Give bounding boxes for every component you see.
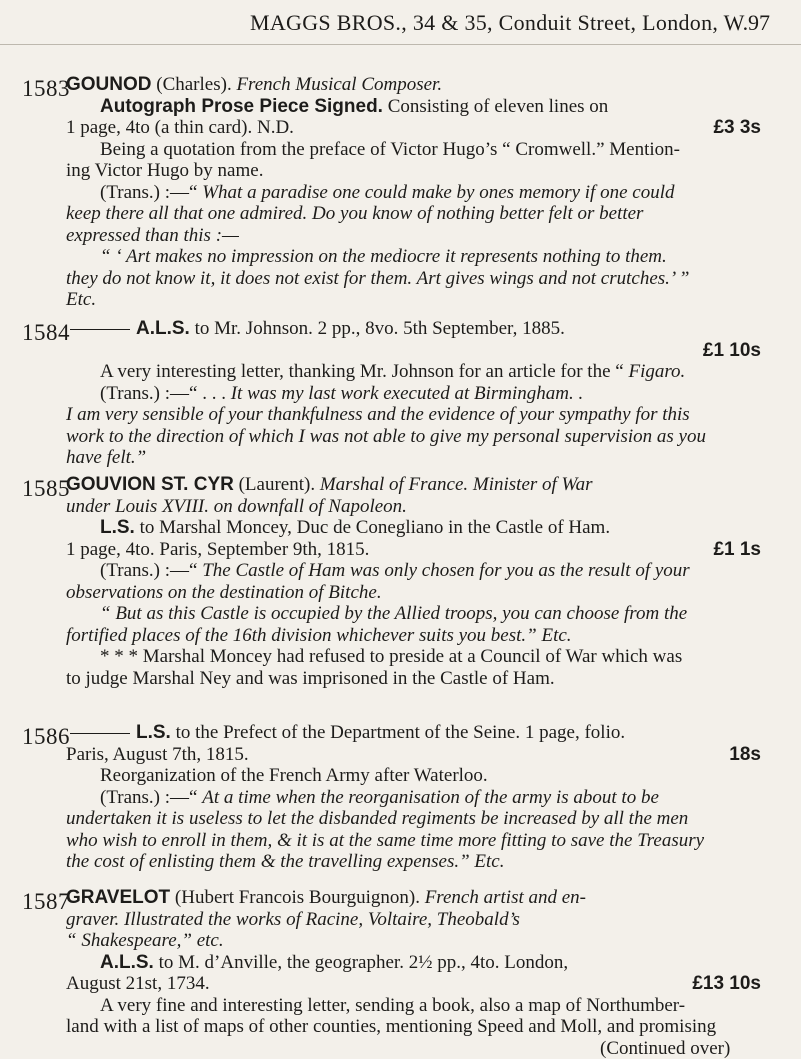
price: £3 3s [713,117,761,138]
translation-line: undertaken it is useless to let the disbanded regiments be increased by all the men [66,808,689,829]
entry-heading: GOUVION ST. CYR (Laurent). Marshal of France. Minister of War [66,474,593,495]
translation-line: work to the direction of which I was not able to give my personal supervision as you [66,425,706,447]
translation-line: (Trans.) :—“ . . . It was my last work executed at Birmingham. . [100,382,584,404]
price: £1 1s [713,538,761,560]
continued-note: (Continued over) [600,1037,731,1059]
entry-heading-cont: under Louis XVIII. on downfall of Napoleon. [66,495,407,517]
note-line: land with a list of maps of other counties, mentioning Speed and Moll, and promising [66,1016,717,1037]
item-details: August 21st, 1734. [66,973,210,994]
translation-line: who wish to enroll in them, & it is at the same time more fitting to save the Treasury [66,829,705,851]
note-line: to judge Marshal Ney and was imprisoned in the Castle of Ham. [66,667,555,689]
translation-line: (Trans.) :—“ The Castle of Ham was only chosen for you as the result of your [100,560,690,581]
translation-line: have felt.” [66,447,147,468]
translation-line: observations on the destination of Bitche. [66,581,382,603]
translation-line: “ But as this Castle is occupied by the Allied troops, you can choose from the [100,603,688,624]
note-line: Reorganization of the French Army after Waterloo. [100,765,488,786]
item-description: A.L.S. to Mr. Johnson. 2 pp., 8vo. 5th September, 1885. [66,318,766,339]
item-description: Autograph Prose Piece Signed. Consisting of eleven lines on [100,95,609,117]
lot-number: 1586 [22,724,70,749]
entry-heading: GRAVELOT (Hubert Francois Bourguignon). French artist and en- [66,887,586,908]
translation-line: (Trans.) :—“ What a paradise one could make by ones memory if one could [100,181,675,203]
header-rule [0,44,801,45]
ditto-dash [70,733,130,734]
translation-line: fortified places of the 16th division whichever suits you best.” Etc. [66,624,572,646]
note-line: * * * Marshal Moncey had refused to preside at a Council of War which was [100,646,683,667]
price: £13 10s [692,973,761,994]
lot-number: 1587 [22,889,70,914]
translation-line: the cost of enlisting them & the travelling expenses.” Etc. [66,851,505,872]
entry-heading-cont: graver. Illustrated the works of Racine, Voltaire, Theobald’s [66,908,520,930]
translation-line: keep there all that one admired. Do you know of nothing better felt or better [66,203,644,224]
price: £1 10s [702,339,761,361]
page-header [0,10,801,36]
translation-line: expressed than this :— [66,224,239,246]
item-details: 1 page, 4to. Paris, September 9th, 1815. [66,538,370,560]
lot-number: 1583 [22,76,70,101]
translation-line: (Trans.) :—“ At a time when the reorganisation of the army is about to be [100,786,659,808]
note-line: A very fine and interesting letter, sending a book, also a map of Northumber- [100,994,686,1016]
item-details: Paris, August 7th, 1815. [66,743,249,765]
translation-line: “ ‘ Art makes no impression on the mediocre it represents nothing to them. [100,246,667,267]
item-details: 1 page, 4to (a thin card). N.D. [66,117,294,138]
lot-number: 1585 [22,476,70,501]
translation-line: Etc. [66,289,97,310]
page-number: 97 [748,10,770,35]
item-description: L.S. to the Prefect of the Department of the Seine. 1 page, folio. [66,722,766,743]
running-title: MAGGS BROS., 34 & 35, Conduit Street, London, W. [250,10,749,35]
item-type: A.L.S. [100,951,154,973]
item-description: L.S. to Marshal Moncey, Duc de Conegliano in the Castle of Ham. [100,517,611,538]
ditto-dash [70,329,130,330]
note-line: ing Victor Hugo by name. [66,160,264,181]
entry-heading-cont: “ Shakespeare,” etc. [66,930,224,951]
translation-line: I am very sensible of your thankfulness and the evidence of your sympathy for this [66,404,690,425]
price: 18s [729,743,761,765]
translation-line: they do not know it, it does not exist for them. Art gives wings and not crutches.’ ” [66,267,690,289]
item-details: to M. d’Anville, the geographer. 2½ pp., 4to. London, [153,951,569,973]
entry-heading: GOUNOD (Charles). French Musical Composer. [66,74,443,95]
note-line: Being a quotation from the preface of Victor Hugo’s “ Cromwell.” Mention- [100,138,680,160]
item-description [100,952,800,973]
lot-number: 1584 [22,320,70,345]
note-line: A very interesting letter, thanking Mr. Johnson for an article for the “ Figaro. [100,361,686,382]
